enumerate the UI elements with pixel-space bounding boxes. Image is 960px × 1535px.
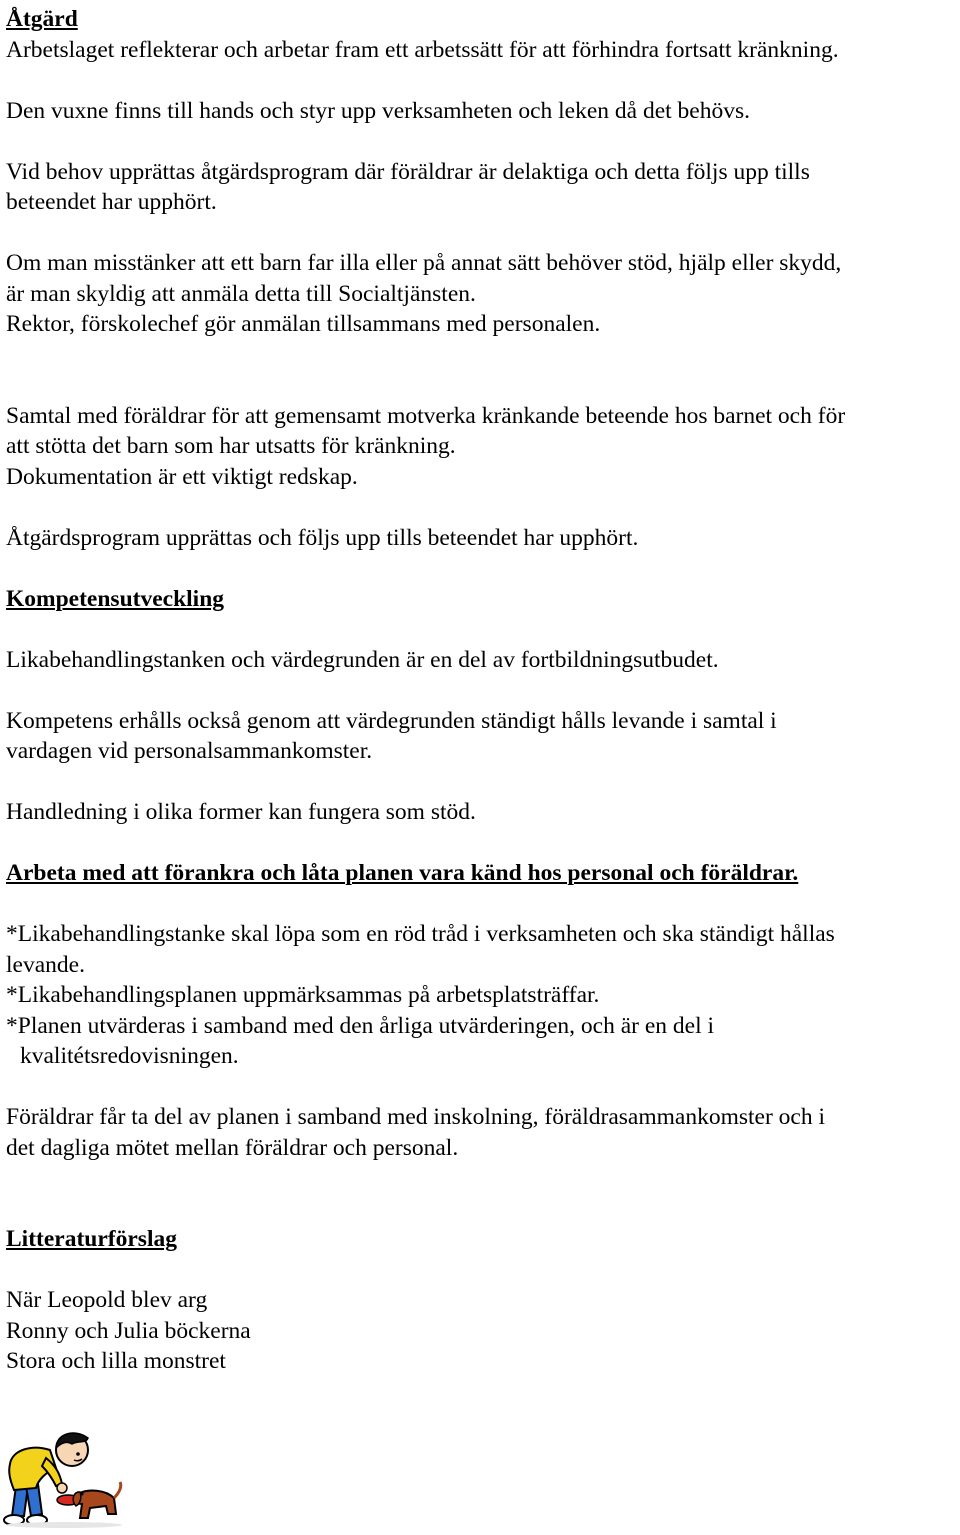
paragraph-line: Handledning i olika former kan fungera som stöd. [6, 799, 476, 825]
paragraph-line: Vid behov upprättas åtgärdsprogram där föräldrar är delaktiga och detta följs upp tills [6, 158, 810, 185]
paragraph-line: Om man misstänker att ett barn far illa eller på annat sätt behöver stöd, hjälp eller skydd, [6, 250, 842, 276]
paragraph-line: Den vuxne finns till hands och styr upp verksamheten och leken då det behövs. [6, 97, 750, 124]
boy-feeding-dog-icon [2, 1428, 126, 1530]
bullet-line: levande. [6, 951, 85, 978]
bullet-line: kvalitétsredovisningen. [20, 1043, 239, 1069]
paragraph-line: beteendet har upphört. [6, 189, 217, 215]
paragraph-line: Samtal med föräldrar för att gemensamt motverka kränkande beteende hos barnet och för [6, 402, 846, 429]
heading-atgard: Åtgärd [6, 6, 78, 32]
book-title: Stora och lilla monstret [6, 1348, 226, 1374]
bullet-line: *Likabehandlingsplanen uppmärksammas på arbetsplatsträffar. [6, 982, 600, 1008]
bullet-line: *Likabehandlingstanke skal löpa som en röd tråd i verksamheten och ska ständigt hållas [6, 921, 835, 947]
book-title: Ronny och Julia böckerna [6, 1317, 251, 1344]
heading-kompetensutveckling: Kompetensutveckling [6, 585, 225, 612]
heading-litteraturforslag: Litteraturförslag [6, 1226, 177, 1252]
paragraph-line: Föräldrar får ta del av planen i samband med inskolning, föräldrasammankomster och i [6, 1104, 825, 1130]
bullet-line: *Planen utvärderas i samband med den årliga utvärderingen, och är en del i [6, 1012, 715, 1039]
paragraph-line: Arbetslaget reflekterar och arbetar fram ett arbetssätt för att förhindra fortsatt kränkning. [6, 36, 839, 63]
paragraph-line: Rektor, förskolechef gör anmälan tillsammans med personalen. [6, 311, 601, 337]
document-page [6, 4, 958, 1377]
paragraph-line: Dokumentation är ett viktigt redskap. [6, 463, 358, 490]
paragraph-line: Kompetens erhålls också genom att värdegrunden ständigt hålls levande i samtal i [6, 707, 777, 734]
paragraph-line: Likabehandlingstanken och värdegrunden är en del av fortbildningsutbudet. [6, 646, 719, 673]
book-title: När Leopold blev arg [6, 1287, 208, 1313]
heading-forankra-planen: Arbeta med att förankra och låta planen vara känd hos personal och föräldrar. [6, 860, 799, 886]
paragraph-line: är man skyldig att anmäla detta till Socialtjänsten. [6, 280, 476, 307]
paragraph-line: det dagliga mötet mellan föräldrar och personal. [6, 1134, 459, 1161]
paragraph-line: att stötta det barn som har utsatts för kränkning. [6, 433, 456, 459]
paragraph-line: vardagen vid personalsammankomster. [6, 738, 373, 764]
paragraph-line: Åtgärdsprogram upprättas och följs upp tills beteendet har upphört. [6, 524, 639, 551]
